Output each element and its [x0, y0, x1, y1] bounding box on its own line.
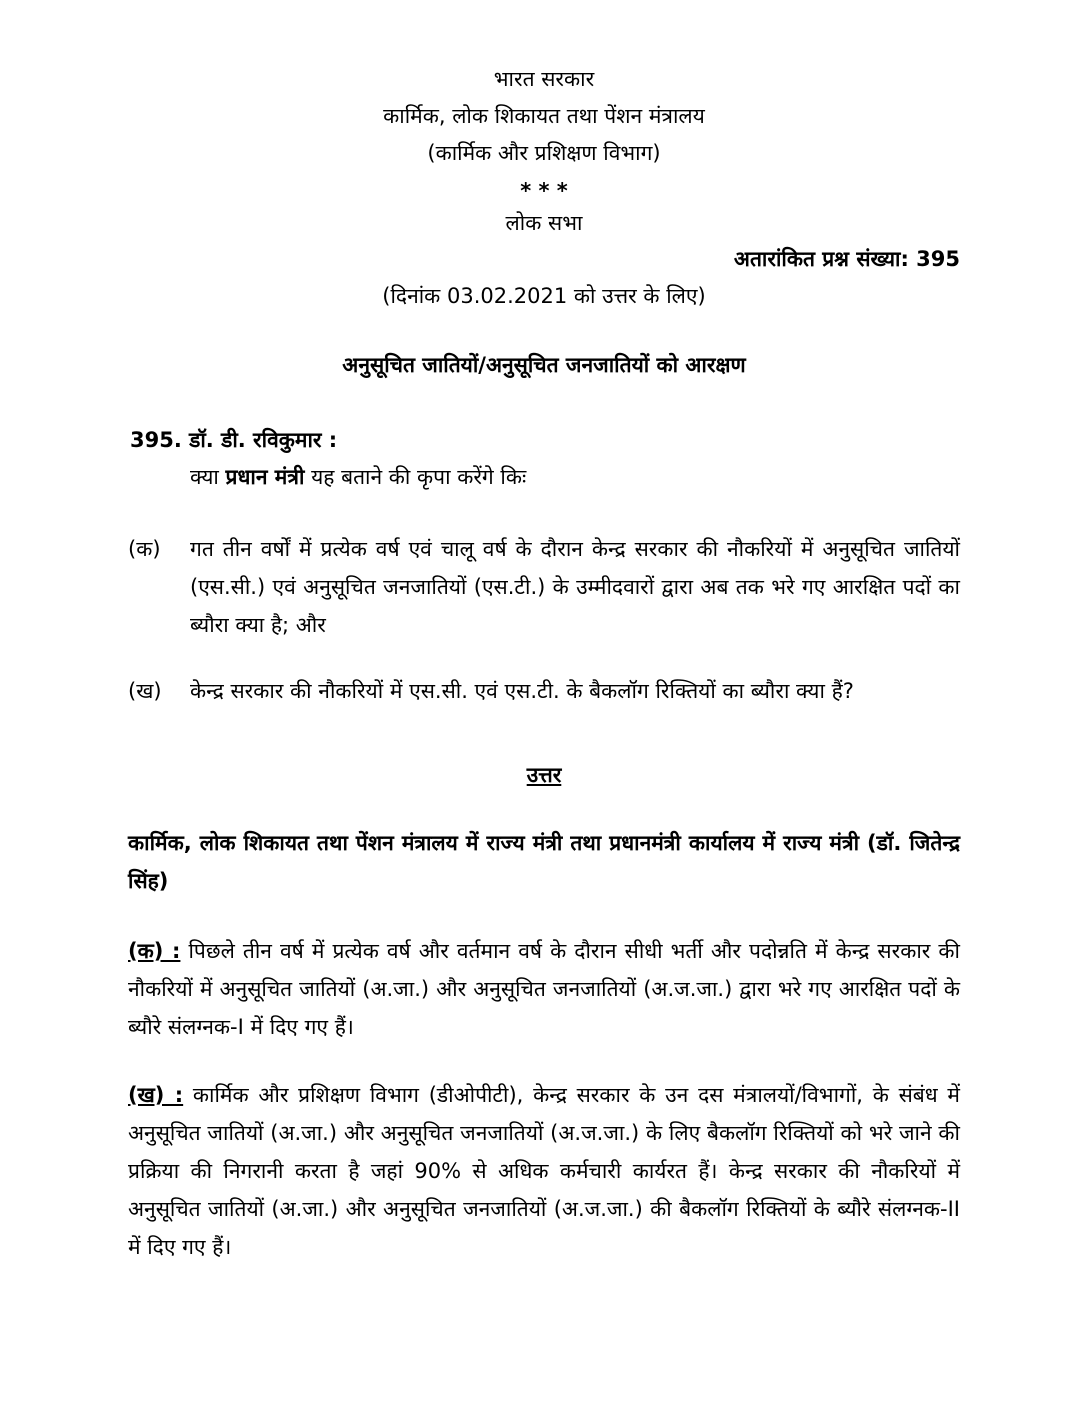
answer-part-text: कार्मिक और प्रशिक्षण विभाग (डीओपीटी), केन्द्र सरकार के उन दस मंत्रालयों/विभागों, के संबंध में अनुसूचित जातियों (अ.जा.) और अनुसूचित जनजातियों (अ.ज.जा.) के लिए बैकलॉग रिक्तियों को भरे जाने की प्रक्रिया की निगरानी करता है जहां 90% से अधिक कर्मचारी कार्यरत हैं। केन्द्र सरकार की नौकरियों में अनुसूचित जातियों (अ.जा.) और अनुसूचित जनजातियों (अ.ज.जा.) की बैकलॉग रिक्तियों के ब्यौरे संलग्नक-II में दिए गए हैं।: [128, 1083, 960, 1259]
answer-part-kha: [128, 1076, 960, 1266]
question-item-text: गत तीन वर्षों में प्रत्येक वर्ष एवं चालू वर्ष के दौरान केन्द्र सरकार की नौकरियों में अनुसूचित जातियों (एस.सी.) एवं अनुसूचित जनजातियों (एस.टी.) के उम्मीदवारों द्वारा अब तक भरे गए आरक्षित पदों का ब्यौरा क्या है; और: [190, 537, 960, 637]
minister-name: कार्मिक, लोक शिकायत तथा पेंशन मंत्रालय में राज्य मंत्री तथा प्रधानमंत्री कार्यालय में राज्य मंत्री (डॉ. जितेन्द्र सिंह): [128, 831, 960, 893]
answer-heading: उत्तर: [526, 763, 562, 787]
question-item-label: (क): [128, 537, 161, 561]
answer-date: (दिनांक 03.02.2021 को उत्तर के लिए): [382, 284, 706, 308]
ministry-title: कार्मिक, लोक शिकायत तथा पेंशन मंत्रालय: [383, 104, 705, 128]
house-name: लोक सभा: [505, 211, 583, 235]
answer-part-label: (क) :: [128, 939, 181, 963]
question-intro-prefix: क्या: [190, 465, 226, 489]
department-title: (कार्मिक और प्रशिक्षण विभाग): [427, 141, 661, 165]
question-item-label: (ख): [128, 679, 162, 703]
question-intro-suffix: यह बताने की कृपा करेंगे किः: [304, 465, 527, 489]
subject-title: अनुसूचित जातियों/अनुसूचित जनजातियों को आरक्षण: [342, 353, 746, 377]
answer-part-label: (ख) :: [128, 1083, 184, 1107]
question-intro: [190, 462, 526, 492]
question-asker: 395. डॉ. डी. रविकुमार :: [130, 428, 338, 452]
separator-stars: * * *: [520, 179, 568, 203]
govt-title: भारत सरकार: [493, 67, 595, 91]
question-item-text: केन्द्र सरकार की नौकरियों में एस.सी. एवं एस.टी. के बैकलॉग रिक्तियों का ब्यौरा क्या हैं?: [190, 679, 854, 703]
answer-part-text: पिछले तीन वर्ष में प्रत्येक वर्ष और वर्तमान वर्ष के दौरान सीधी भर्ती और पदोन्नति में केन्द्र सरकार की नौकरियों में अनुसूचित जातियों (अ.जा.) और अनुसूचित जनजातियों (अ.ज.जा.) द्वारा भरे गए आरक्षित पदों के ब्यौरे संलग्नक-I में दिए गए हैं।: [128, 939, 960, 1039]
answer-part-ka: [128, 932, 960, 1046]
question-item-ka: [128, 530, 960, 644]
question-intro-addressee: प्रधान मंत्री: [225, 465, 305, 489]
question-number: अतारांकित प्रश्न संख्या: 395: [733, 247, 960, 271]
question-item-kha: [128, 672, 960, 710]
